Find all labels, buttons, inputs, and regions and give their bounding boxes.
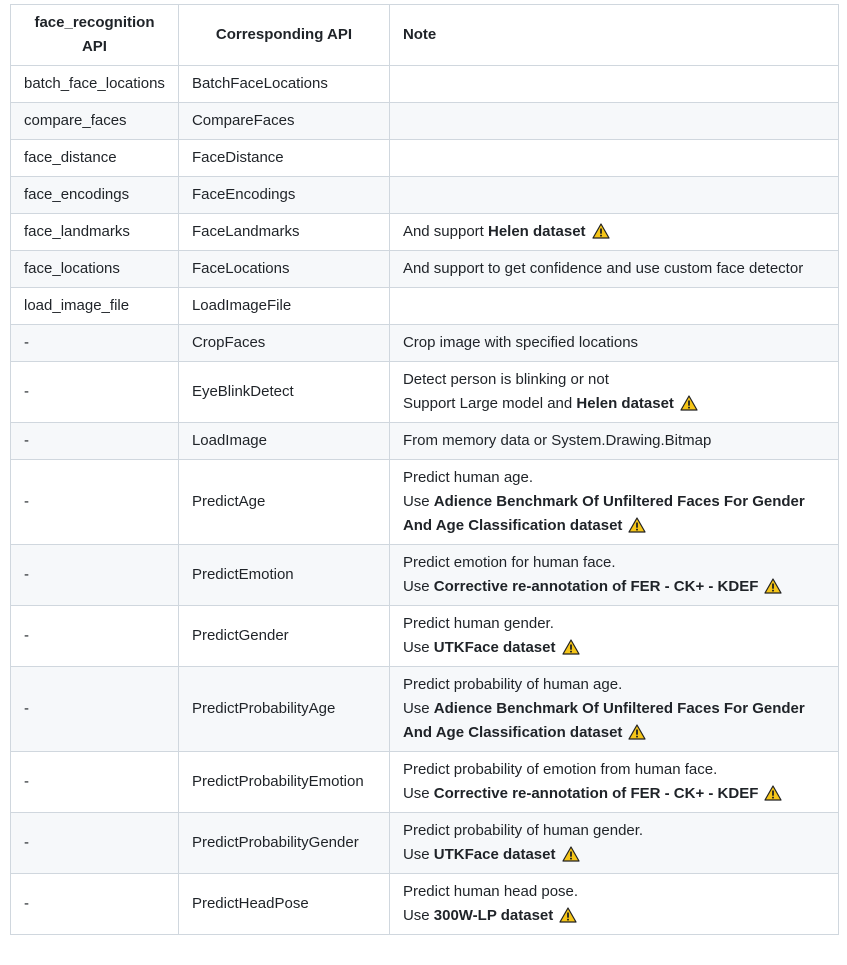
note-text: Use xyxy=(402,846,434,863)
note-bold-text: Adience Benchmark Of Unfiltered Faces For Gender And Age Classification dataset xyxy=(402,493,805,534)
warning-icon xyxy=(764,578,782,594)
cell-corresponding-api: BatchFaceLocations xyxy=(178,66,389,103)
note-text: Predict probability of human age. xyxy=(402,676,623,693)
cell-corresponding-api: PredictProbabilityEmotion xyxy=(178,752,389,813)
note-bold-text: UTKFace dataset xyxy=(433,846,556,863)
note-text: Use xyxy=(402,700,434,717)
cell-face-recognition-api: - xyxy=(11,752,179,813)
note-text: Predict emotion for human face. xyxy=(402,554,616,571)
note-line xyxy=(403,636,825,660)
table-row xyxy=(11,423,839,460)
cell-note xyxy=(389,251,838,288)
note-line xyxy=(403,819,825,843)
note-text: Predict probability of human gender. xyxy=(402,822,644,839)
table-row xyxy=(11,288,839,325)
table-row xyxy=(11,177,839,214)
note-line xyxy=(403,880,825,904)
note-line xyxy=(403,257,825,281)
warning-icon xyxy=(562,639,580,655)
cell-note xyxy=(389,874,838,935)
note-text: And support to get confidence and use custom face detector xyxy=(402,260,804,277)
header-face-recognition-api: face_recognition API xyxy=(11,5,179,66)
table-row xyxy=(11,362,839,423)
cell-note xyxy=(389,362,838,423)
table-row xyxy=(11,66,839,103)
note-line xyxy=(403,782,825,806)
cell-face-recognition-api: face_encodings xyxy=(11,177,179,214)
note-line xyxy=(403,697,825,745)
note-bold-text: Helen dataset xyxy=(488,223,586,240)
cell-face-recognition-api: - xyxy=(11,423,179,460)
note-bold-text: 300W-LP dataset xyxy=(433,907,554,924)
cell-note xyxy=(389,752,838,813)
table-row xyxy=(11,752,839,813)
warning-icon xyxy=(628,724,646,740)
warning-icon xyxy=(680,395,698,411)
note-bold-text: UTKFace dataset xyxy=(433,639,556,656)
table-row xyxy=(11,545,839,606)
note-text: From memory data or System.Drawing.Bitmap xyxy=(402,432,712,449)
cell-corresponding-api: FaceLocations xyxy=(178,251,389,288)
warning-icon xyxy=(562,846,580,862)
cell-corresponding-api: LoadImage xyxy=(178,423,389,460)
cell-face-recognition-api: face_locations xyxy=(11,251,179,288)
note-text: Use xyxy=(402,907,434,924)
cell-note xyxy=(389,667,838,752)
note-line xyxy=(403,331,825,355)
warning-icon xyxy=(628,517,646,533)
cell-note xyxy=(389,423,838,460)
note-text: Crop image with specified locations xyxy=(402,334,639,351)
note-line xyxy=(403,220,825,244)
cell-note xyxy=(389,460,838,545)
cell-note xyxy=(389,103,838,140)
cell-note xyxy=(389,177,838,214)
cell-face-recognition-api: - xyxy=(11,545,179,606)
cell-note xyxy=(389,140,838,177)
note-line xyxy=(403,429,825,453)
cell-corresponding-api: CompareFaces xyxy=(178,103,389,140)
note-line xyxy=(403,392,825,416)
note-line xyxy=(403,575,825,599)
note-bold-text: Helen dataset xyxy=(576,395,674,412)
note-line xyxy=(403,551,825,575)
note-text: Use xyxy=(402,578,434,595)
cell-corresponding-api: FaceDistance xyxy=(178,140,389,177)
note-text: Predict probability of emotion from human face. xyxy=(402,761,718,778)
cell-note xyxy=(389,288,838,325)
cell-face-recognition-api: - xyxy=(11,874,179,935)
cell-face-recognition-api: face_distance xyxy=(11,140,179,177)
cell-note xyxy=(389,66,838,103)
table-row xyxy=(11,667,839,752)
cell-face-recognition-api: - xyxy=(11,362,179,423)
table-row xyxy=(11,813,839,874)
note-bold-text: Corrective re-annotation of FER - CK+ - KDEF xyxy=(433,785,759,802)
note-text: Use xyxy=(402,785,434,802)
cell-note xyxy=(389,214,838,251)
cell-corresponding-api: FaceLandmarks xyxy=(178,214,389,251)
note-line xyxy=(403,758,825,782)
cell-corresponding-api: LoadImageFile xyxy=(178,288,389,325)
table-row xyxy=(11,103,839,140)
header-note: Note xyxy=(389,5,838,66)
table-row xyxy=(11,251,839,288)
table-row xyxy=(11,874,839,935)
note-text: Support Large model and xyxy=(402,395,577,412)
note-line xyxy=(403,612,825,636)
warning-icon xyxy=(592,223,610,239)
cell-corresponding-api: CropFaces xyxy=(178,325,389,362)
note-line xyxy=(403,843,825,867)
table-body xyxy=(11,66,839,935)
note-bold-text: Adience Benchmark Of Unfiltered Faces For Gender And Age Classification dataset xyxy=(402,700,805,741)
cell-note xyxy=(389,545,838,606)
table-row xyxy=(11,460,839,545)
cell-corresponding-api: PredictProbabilityGender xyxy=(178,813,389,874)
note-text: Predict human age. xyxy=(402,469,534,486)
note-text: Use xyxy=(402,639,434,656)
cell-corresponding-api: EyeBlinkDetect xyxy=(178,362,389,423)
cell-face-recognition-api: - xyxy=(11,460,179,545)
note-text: Use xyxy=(402,493,434,510)
table-row xyxy=(11,214,839,251)
cell-face-recognition-api: compare_faces xyxy=(11,103,179,140)
cell-face-recognition-api: - xyxy=(11,606,179,667)
note-text: And support xyxy=(402,223,488,240)
note-line xyxy=(403,466,825,490)
cell-face-recognition-api: batch_face_locations xyxy=(11,66,179,103)
cell-corresponding-api: PredictProbabilityAge xyxy=(178,667,389,752)
note-bold-text: Corrective re-annotation of FER - CK+ - KDEF xyxy=(433,578,759,595)
note-line xyxy=(403,673,825,697)
table-header-row xyxy=(11,5,839,66)
table-row xyxy=(11,140,839,177)
cell-face-recognition-api: load_image_file xyxy=(11,288,179,325)
cell-corresponding-api: PredictHeadPose xyxy=(178,874,389,935)
header-corresponding-api: Corresponding API xyxy=(178,5,389,66)
cell-face-recognition-api: - xyxy=(11,325,179,362)
table-row xyxy=(11,606,839,667)
cell-note xyxy=(389,813,838,874)
note-text: Detect person is blinking or not xyxy=(402,371,609,388)
cell-face-recognition-api: face_landmarks xyxy=(11,214,179,251)
table-row xyxy=(11,325,839,362)
note-line xyxy=(403,904,825,928)
cell-face-recognition-api: - xyxy=(11,667,179,752)
cell-note xyxy=(389,606,838,667)
note-line xyxy=(403,490,825,538)
cell-corresponding-api: PredictGender xyxy=(178,606,389,667)
note-text: Predict human gender. xyxy=(402,615,554,632)
note-text: Predict human head pose. xyxy=(402,883,579,900)
cell-face-recognition-api: - xyxy=(11,813,179,874)
cell-corresponding-api: PredictEmotion xyxy=(178,545,389,606)
cell-corresponding-api: FaceEncodings xyxy=(178,177,389,214)
cell-corresponding-api: PredictAge xyxy=(178,460,389,545)
api-table xyxy=(10,4,839,935)
note-line xyxy=(403,368,825,392)
warning-icon xyxy=(559,907,577,923)
cell-note xyxy=(389,325,838,362)
warning-icon xyxy=(764,785,782,801)
